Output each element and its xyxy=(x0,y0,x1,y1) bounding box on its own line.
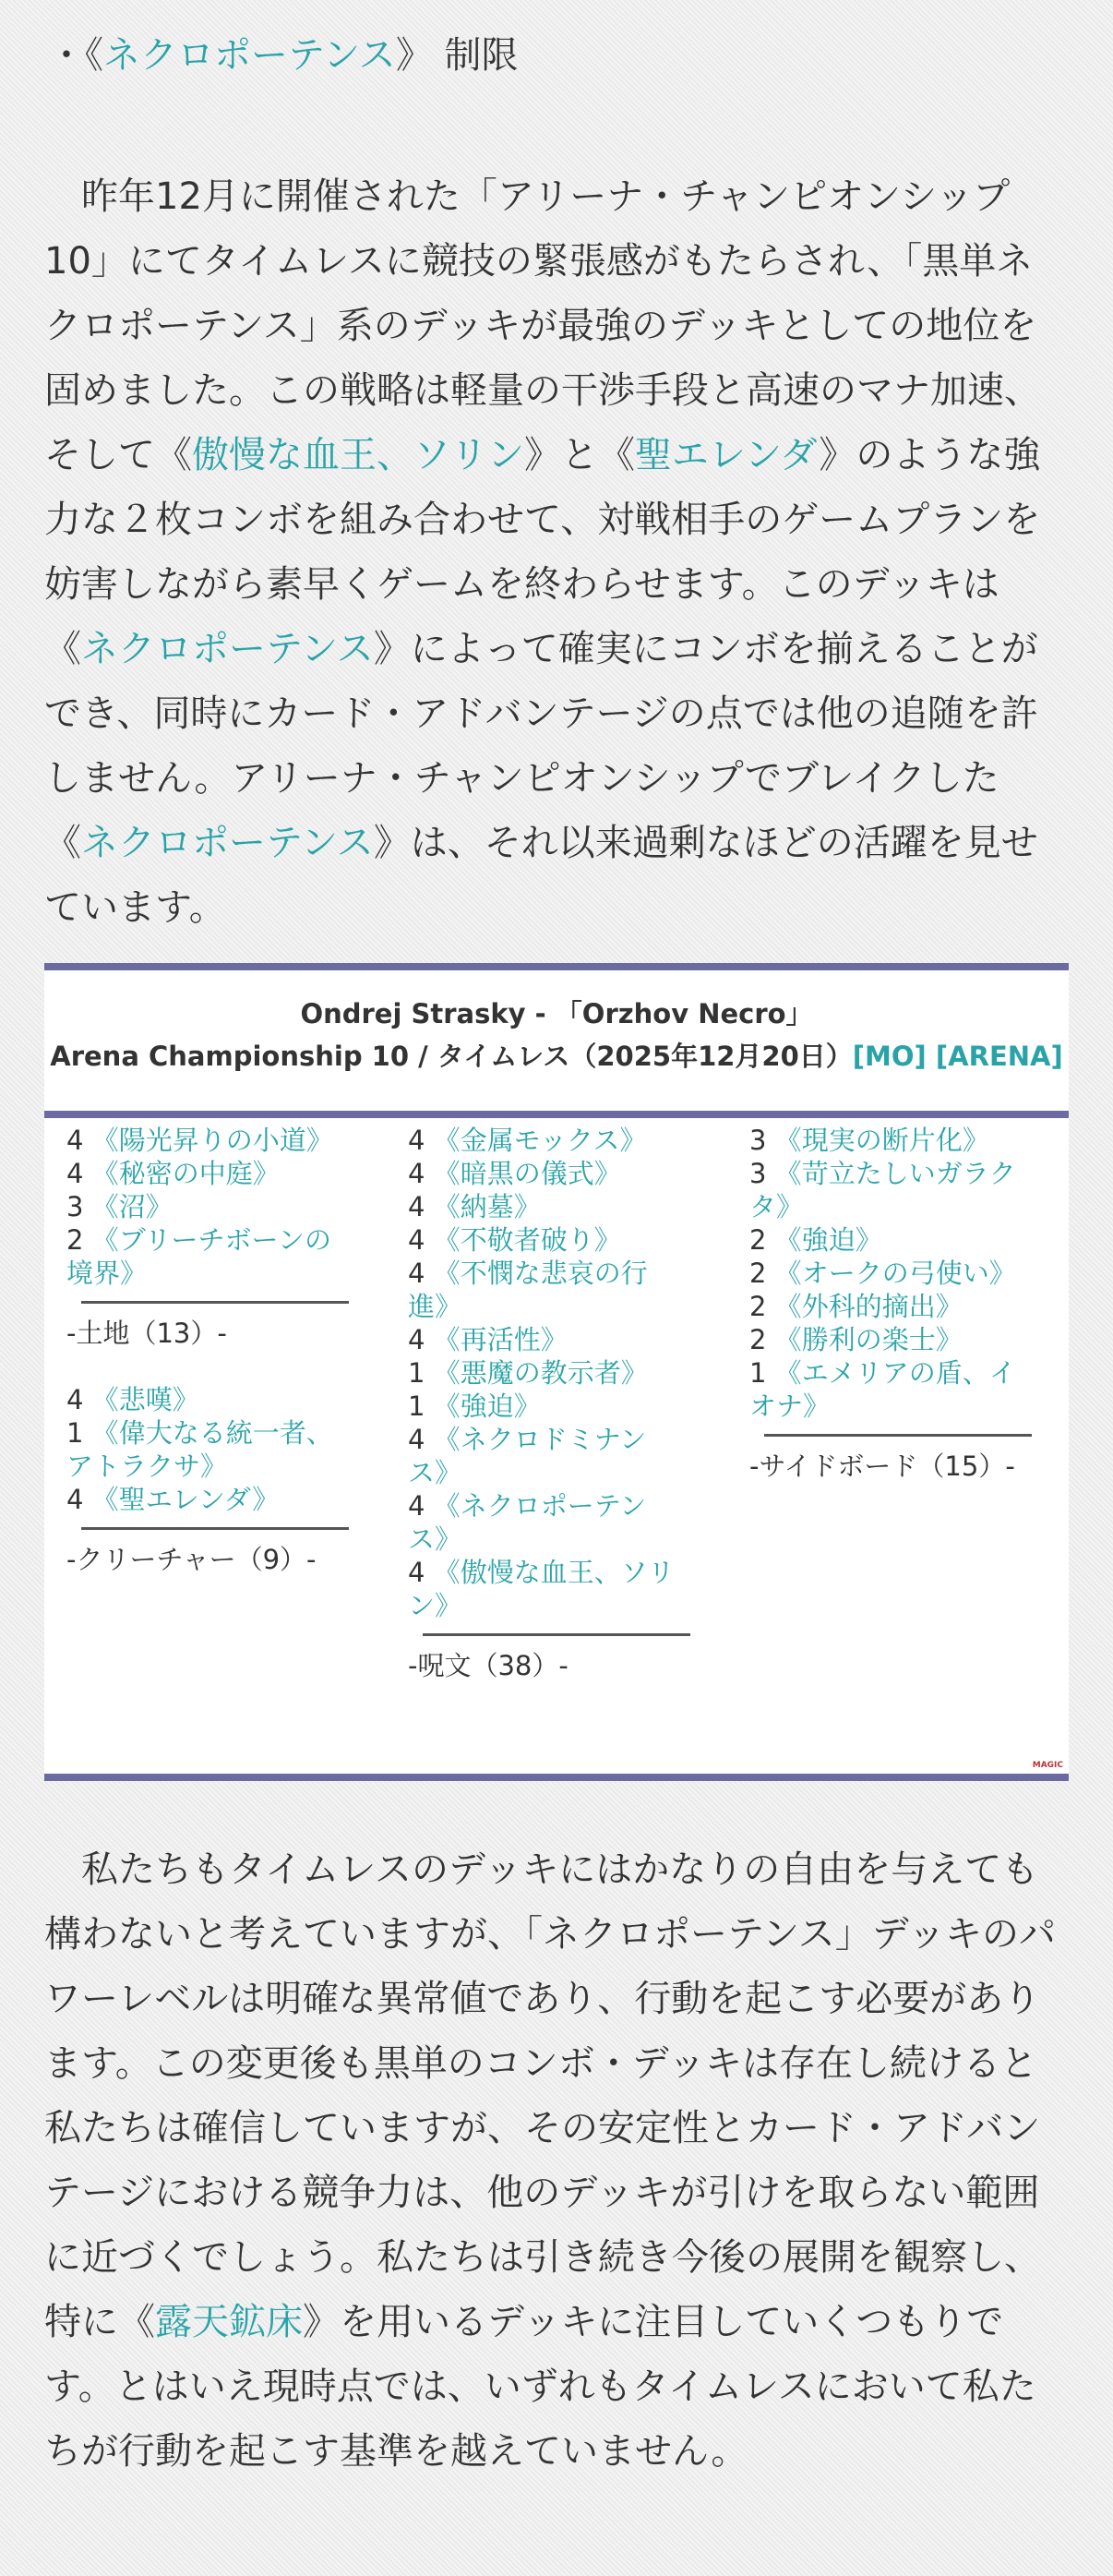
para2-text: 私たちもタイムレスのデッキにはかなりの自由を与えても構わないと考えていますが、「ネクロポーテンス」デッキのパワーレベルは明確な異常値であり、行動を起こす必要があります。この変更後も黒単のコンボ・デッキは存在し続けると私たちは確信していますが、その安定性とカード・アドバンテージにおける競争力は、他のデッキが引けを取らない範囲に近づくでしょう。私たちは引き続き今後の展開を観察し、特に《 xyxy=(44,1848,1056,2343)
card-count: 4 xyxy=(408,1424,425,1455)
card-count: 4 xyxy=(408,1191,425,1222)
card-count: 4 xyxy=(66,1158,84,1189)
card-row xyxy=(408,1124,685,1157)
card-link[interactable]: 《不敬者破り》 xyxy=(433,1224,621,1256)
card-count: 4 xyxy=(408,1324,425,1355)
card-row xyxy=(408,1489,685,1556)
para1-text: 昨年12月に開催された「アリーナ・チャンピオンシップ10」にてタイムレスに競技の緊張感がもたらされ、「黒単ネクロポーテンス」系のデッキが最強のデッキとしての地位を固めました。この戦略は軽量の干渉手段と高速のマナ加速、そして xyxy=(44,175,1041,476)
card-count: 2 xyxy=(749,1258,767,1289)
card-link[interactable]: 《ネクロポーテンス》 xyxy=(408,1490,647,1555)
card-row xyxy=(749,1124,1026,1157)
card-link[interactable]: 《陽光昇りの小道》 xyxy=(91,1125,333,1156)
card-link[interactable]: 《エメリアの盾、イオナ》 xyxy=(749,1357,1016,1422)
card-link[interactable]: 《金属モックス》 xyxy=(433,1125,647,1156)
card-row xyxy=(408,1223,685,1257)
section-divider xyxy=(423,1633,690,1636)
bullet-dot: ・ xyxy=(48,34,85,77)
card-count: 3 xyxy=(749,1158,767,1189)
paragraph-conclusion xyxy=(44,1837,1069,2484)
card-count: 4 xyxy=(408,1557,425,1588)
card-link-st-elenda[interactable]: 聖エレンダ xyxy=(635,434,820,476)
card-row xyxy=(749,1356,1026,1423)
spells-count-label: -呪文（38）- xyxy=(408,1650,568,1681)
card-link[interactable]: 《再活性》 xyxy=(433,1324,568,1355)
card-link[interactable]: 《秘密の中庭》 xyxy=(91,1158,280,1189)
card-link[interactable]: 《苛立たしいガラクタ》 xyxy=(749,1158,1016,1222)
card-count: 4 xyxy=(408,1158,425,1189)
card-link[interactable]: 《不憫な悲哀の行進》 xyxy=(408,1258,648,1322)
para2-text: 》を用いるデッキに注目していくつもりです。とはいえ現時点では、いずれもタイムレスにおいて私たちが行動を起こす基準を越えていません。 xyxy=(44,2301,1036,2473)
card-link[interactable]: 《悲嘆》 xyxy=(91,1384,199,1415)
decklist-column-3 xyxy=(749,1124,1026,1483)
card-count: 1 xyxy=(408,1390,425,1422)
card-count: 4 xyxy=(408,1224,425,1256)
card-row xyxy=(749,1157,1026,1223)
card-count: 1 xyxy=(408,1357,425,1389)
card-row xyxy=(66,1157,343,1190)
bracket-close: 》 xyxy=(395,34,433,77)
card-link-necropotence[interactable]: ネクロポーテンス xyxy=(81,628,374,670)
card-link[interactable]: 《納墓》 xyxy=(433,1191,541,1222)
card-count: 4 xyxy=(66,1484,84,1515)
card-link-necropotence[interactable]: ネクロポーテンス xyxy=(81,822,374,864)
card-link[interactable]: 《外科的摘出》 xyxy=(774,1291,963,1322)
card-row xyxy=(408,1157,685,1190)
para1-text: 》によって確実にコンボを揃えることができ、同時にカード・アドバンテージの点では他の追随を許しません。アリーナ・チャンピオンシップでブレイクした《 xyxy=(44,628,1038,864)
card-count: 3 xyxy=(66,1191,84,1222)
card-link[interactable]: 《悪魔の教示者》 xyxy=(433,1357,648,1389)
creatures-count-label: -クリーチャー（9）- xyxy=(66,1544,317,1575)
card-link[interactable]: 《暗黒の儀式》 xyxy=(433,1158,621,1189)
sideboard-count-label: -サイドボード（15）- xyxy=(749,1451,1015,1482)
card-row xyxy=(66,1124,343,1157)
card-count: 2 xyxy=(66,1224,84,1256)
card-count: 1 xyxy=(749,1357,767,1389)
card-row xyxy=(749,1290,1026,1323)
card-row xyxy=(749,1223,1026,1257)
card-row xyxy=(749,1257,1026,1290)
card-row xyxy=(408,1323,685,1356)
bracket-open: 《 xyxy=(85,34,103,77)
card-link[interactable]: 《沼》 xyxy=(91,1191,173,1222)
card-row xyxy=(408,1390,685,1423)
decklist-column-1 xyxy=(66,1124,343,1576)
card-link-sorin[interactable]: 傲慢な血王、ソリン xyxy=(192,434,524,476)
card-link[interactable]: 《オークの弓使い》 xyxy=(774,1258,1016,1289)
card-link-prismatic-vista[interactable]: 露天鉱床 xyxy=(155,2301,303,2343)
card-link[interactable]: 《現実の断片化》 xyxy=(774,1125,989,1156)
card-count: 2 xyxy=(749,1224,767,1256)
card-count: 4 xyxy=(408,1490,425,1522)
paragraph-intro xyxy=(44,164,1069,940)
card-count: 2 xyxy=(749,1291,767,1322)
card-link[interactable]: 《強迫》 xyxy=(433,1390,541,1422)
card-link[interactable]: 《傲慢な血王、ソリン》 xyxy=(408,1557,675,1621)
card-count: 4 xyxy=(408,1258,425,1289)
lands-count-label: -土地（13）- xyxy=(66,1318,227,1349)
para1-text: 》のような強力な２枚コンボを組み合わせて、対戦相手のゲームプランを妨害しながら素早くゲームを終わらせます。このデッキは《 xyxy=(44,434,1041,670)
decklist-title: Ondrej Strasky - 「Orzhov Necro」 xyxy=(300,998,813,1029)
card-row xyxy=(408,1190,685,1223)
para1-text: 》と《 xyxy=(524,434,635,476)
para1-text: 》は、それ以来過剰なほどの活躍を見せています。 xyxy=(44,822,1038,929)
para1-text: 《 xyxy=(155,434,192,476)
card-link[interactable]: 《聖エレンダ》 xyxy=(91,1484,280,1515)
magic-logo: MAGIC xyxy=(1032,1761,1063,1770)
card-count: 1 xyxy=(66,1417,84,1449)
card-row xyxy=(749,1323,1026,1356)
section-divider xyxy=(81,1527,349,1530)
section-divider xyxy=(764,1434,1032,1437)
banned-card-bullet xyxy=(48,28,519,83)
card-link[interactable]: 《偉大なる統一者、アトラクサ》 xyxy=(66,1417,333,1482)
section-divider xyxy=(81,1301,349,1304)
card-link[interactable]: 《ネクロドミナンス》 xyxy=(408,1424,647,1488)
decklist-header xyxy=(44,970,1069,1118)
decklist-event xyxy=(44,1035,1069,1077)
decklist-column-2 xyxy=(408,1124,685,1682)
decklist-box xyxy=(44,963,1069,1781)
card-count: 4 xyxy=(66,1125,84,1156)
card-row xyxy=(408,1423,685,1489)
event-name: Arena Championship 10 / タイムレス（2025年12月20日） xyxy=(50,1041,853,1072)
card-row xyxy=(66,1190,343,1223)
card-row xyxy=(66,1416,343,1483)
card-count: 2 xyxy=(749,1324,767,1355)
platform-tags[interactable]: [MO] [ARENA] xyxy=(852,1041,1063,1072)
card-row xyxy=(408,1257,685,1323)
card-link[interactable]: 《勝利の楽士》 xyxy=(774,1324,963,1355)
card-row xyxy=(408,1356,685,1390)
card-link[interactable]: 《強迫》 xyxy=(774,1224,882,1256)
card-row xyxy=(66,1483,343,1516)
card-count: 3 xyxy=(749,1125,767,1156)
card-link[interactable]: 《ブリーチボーンの境界》 xyxy=(66,1224,331,1289)
card-link-necropotence[interactable]: ネクロポーテンス xyxy=(103,34,396,77)
card-count: 4 xyxy=(408,1125,425,1156)
card-count: 4 xyxy=(66,1384,84,1415)
card-row xyxy=(66,1223,343,1290)
card-row xyxy=(66,1383,343,1416)
card-row xyxy=(408,1556,685,1622)
restriction-label: 制限 xyxy=(432,34,519,77)
